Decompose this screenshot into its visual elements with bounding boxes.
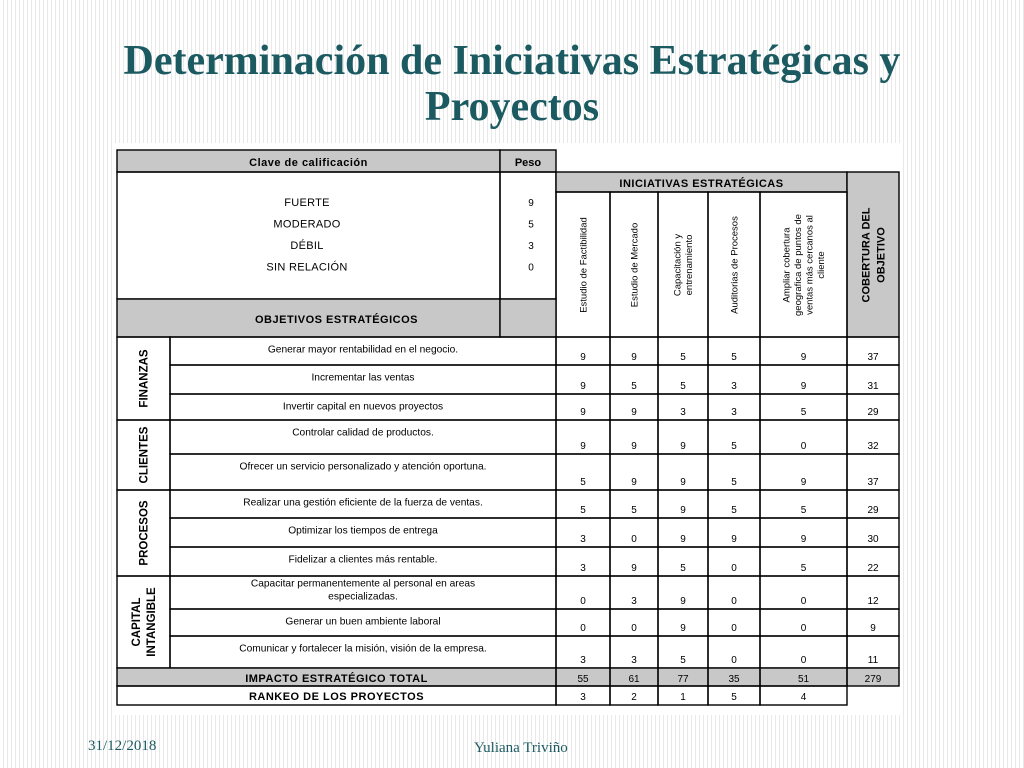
- coverage-value: 31: [867, 381, 879, 392]
- score-value: 5: [631, 505, 637, 516]
- score-value: 0: [731, 596, 737, 607]
- rank-value: 3: [580, 692, 586, 703]
- coverage-value: 37: [867, 477, 879, 488]
- objective-text: Optimizar los tiempos de entrega: [288, 525, 438, 537]
- objective-text: Fidelizar a clientes más rentable.: [288, 554, 438, 566]
- score-value: 9: [680, 534, 686, 545]
- score-value: 0: [731, 563, 737, 574]
- initiatives-header-text: INICIATIVAS ESTRATÉGICAS: [619, 178, 784, 190]
- coverage-header-text: COBERTURA DEL: [860, 207, 873, 303]
- objectives-header-cell-right: [500, 299, 556, 337]
- score-value: 3: [631, 655, 637, 666]
- perspective-cell: [117, 576, 170, 668]
- score-value: 9: [680, 623, 686, 634]
- score-value: 9: [800, 381, 807, 392]
- objectives-header-text: OBJETIVOS ESTRATÉGICOS: [255, 314, 418, 326]
- footer-date: 31/12/2018: [88, 738, 157, 754]
- score-value: 0: [731, 655, 737, 666]
- key-weight: 9: [528, 198, 534, 209]
- score-value: 5: [631, 381, 637, 392]
- score-value: 9: [731, 534, 737, 545]
- perspective-label: CLIENTES: [138, 426, 151, 484]
- total-row-fill: [117, 668, 899, 686]
- score-value: 5: [731, 441, 737, 452]
- slide-title-line1: Determinación de Iniciativas Estratégicas y: [123, 38, 901, 84]
- key-weight: 3: [528, 241, 534, 252]
- score-value: 5: [800, 407, 807, 418]
- coverage-value: 11: [867, 655, 879, 666]
- rank-value: 4: [800, 692, 807, 703]
- weight-body-cell: [500, 172, 556, 299]
- score-value: 0: [800, 596, 807, 607]
- rank-label: RANKEO DE LOS PROYECTOS: [248, 691, 425, 703]
- coverage-value: 29: [867, 505, 879, 516]
- score-value: 5: [731, 505, 737, 516]
- score-value: 3: [680, 407, 686, 418]
- score-value: 5: [680, 352, 686, 363]
- coverage-value: 22: [867, 563, 879, 574]
- score-value: 5: [800, 563, 807, 574]
- score-value: 9: [580, 381, 586, 392]
- key-weight: 5: [528, 219, 534, 231]
- footer-author: Yuliana Triviño: [474, 740, 568, 756]
- score-value: 9: [680, 477, 686, 488]
- objective-text: Capacitar permanentemente al personal en areas: [250, 578, 476, 590]
- key-header-text: Clave de calificación: [249, 157, 368, 169]
- score-value: 9: [580, 352, 586, 363]
- score-value: 0: [580, 596, 586, 607]
- initiative-header-text: Estudio de Mercado: [629, 222, 641, 308]
- key-label: SIN RELACIÓN: [266, 261, 348, 274]
- key-label: FUERTE: [284, 197, 330, 209]
- score-value: 9: [580, 441, 586, 452]
- score-value: 5: [580, 505, 586, 516]
- score-value: 5: [680, 381, 686, 392]
- initiative-header-text: cliente: [816, 251, 828, 279]
- initiative-header-text: Capacitación y: [672, 233, 684, 297]
- coverage-value: 30: [867, 534, 879, 545]
- objective-text: Generar mayor rentabilidad en el negocio.: [267, 344, 459, 356]
- slide-title: [40, 38, 984, 130]
- score-value: 9: [631, 407, 637, 418]
- score-value: 9: [631, 352, 637, 363]
- total-value: 51: [797, 674, 810, 685]
- total-coverage-value: 279: [864, 674, 882, 685]
- objective-text: Invertir capital en nuevos proyectos: [282, 401, 444, 413]
- score-value: 5: [580, 477, 586, 488]
- score-value: 0: [800, 441, 807, 452]
- key-weight: 0: [528, 262, 534, 274]
- perspective-label: CAPITAL: [131, 597, 144, 647]
- coverage-value: 12: [867, 596, 879, 607]
- score-value: 5: [680, 655, 686, 666]
- initiative-header-text: entrenamiento: [684, 234, 696, 296]
- score-value: 3: [731, 407, 737, 418]
- objective-text: Ofrecer un servicio personalizado y atención oportuna.: [239, 461, 487, 473]
- weight-header-text: Peso: [514, 157, 542, 169]
- rank-value: 2: [631, 692, 637, 703]
- rank-value: 5: [731, 692, 737, 703]
- total-value: 77: [677, 674, 689, 685]
- key-label: MODERADO: [273, 218, 341, 231]
- key-label: DÉBIL: [290, 240, 324, 252]
- total-value: 35: [728, 674, 740, 685]
- score-value: 3: [580, 534, 586, 545]
- score-value: 9: [680, 441, 686, 452]
- score-value: 5: [731, 352, 737, 363]
- objective-text: especializadas.: [328, 591, 398, 603]
- total-value: 61: [628, 674, 640, 685]
- score-value: 9: [680, 596, 686, 607]
- score-value: 5: [731, 477, 737, 488]
- score-value: 5: [680, 563, 686, 574]
- score-value: 3: [731, 381, 737, 392]
- coverage-value: 32: [867, 441, 879, 452]
- initiative-header-text: Estudio de Factibilidad: [578, 217, 590, 313]
- initiative-header-text: Ampliar cobertura: [781, 227, 793, 303]
- score-value: 9: [800, 534, 807, 545]
- score-value: 9: [580, 407, 586, 418]
- perspective-label: FINANZAS: [138, 349, 151, 408]
- coverage-value: 37: [867, 352, 879, 363]
- initiative-header-text: geografica de puntos de: [793, 214, 805, 316]
- coverage-value: 29: [867, 407, 879, 418]
- score-value: 0: [631, 623, 637, 634]
- score-value: 9: [800, 477, 807, 488]
- score-value: 9: [680, 505, 686, 516]
- score-value: 9: [631, 477, 637, 488]
- total-label: IMPACTO ESTRATÉGICO TOTAL: [245, 673, 428, 685]
- perspective-label: PROCESOS: [138, 500, 151, 566]
- key-body-cell: [117, 172, 500, 299]
- strategic-initiatives-table: [112, 143, 902, 715]
- score-value: 0: [800, 655, 807, 666]
- initiative-header-text: ventas más cercanos al: [804, 215, 816, 315]
- slide-title-line2: Proyectos: [424, 84, 600, 130]
- initiative-header-text: Auditorias de Procesos: [729, 216, 741, 314]
- objective-text: Incrementar las ventas: [311, 372, 415, 384]
- coverage-value: 9: [870, 623, 876, 634]
- objective-text: Controlar calidad de productos.: [292, 427, 434, 439]
- score-value: 3: [580, 655, 586, 666]
- score-value: 3: [631, 596, 637, 607]
- perspective-label: INTANGIBLE: [146, 587, 159, 657]
- score-value: 0: [731, 623, 737, 634]
- table-svg: [112, 143, 902, 715]
- coverage-header-cell: [847, 172, 899, 337]
- objective-text: Generar un buen ambiente laboral: [285, 616, 441, 628]
- objective-text: Realizar una gestión eficiente de la fuerza de ventas.: [243, 497, 483, 509]
- rank-value: 1: [680, 692, 686, 703]
- coverage-header-text: OBJETIVO: [875, 227, 888, 283]
- score-value: 9: [800, 352, 807, 363]
- objective-text: Comunicar y fortalecer la misión, visión de la empresa.: [239, 643, 487, 655]
- score-value: 0: [631, 534, 637, 545]
- score-value: 0: [800, 623, 807, 634]
- score-value: 9: [631, 563, 637, 574]
- score-value: 0: [580, 623, 586, 634]
- total-value: 55: [577, 674, 589, 685]
- score-value: 9: [631, 441, 637, 452]
- score-value: 3: [580, 563, 586, 574]
- score-value: 5: [800, 505, 807, 516]
